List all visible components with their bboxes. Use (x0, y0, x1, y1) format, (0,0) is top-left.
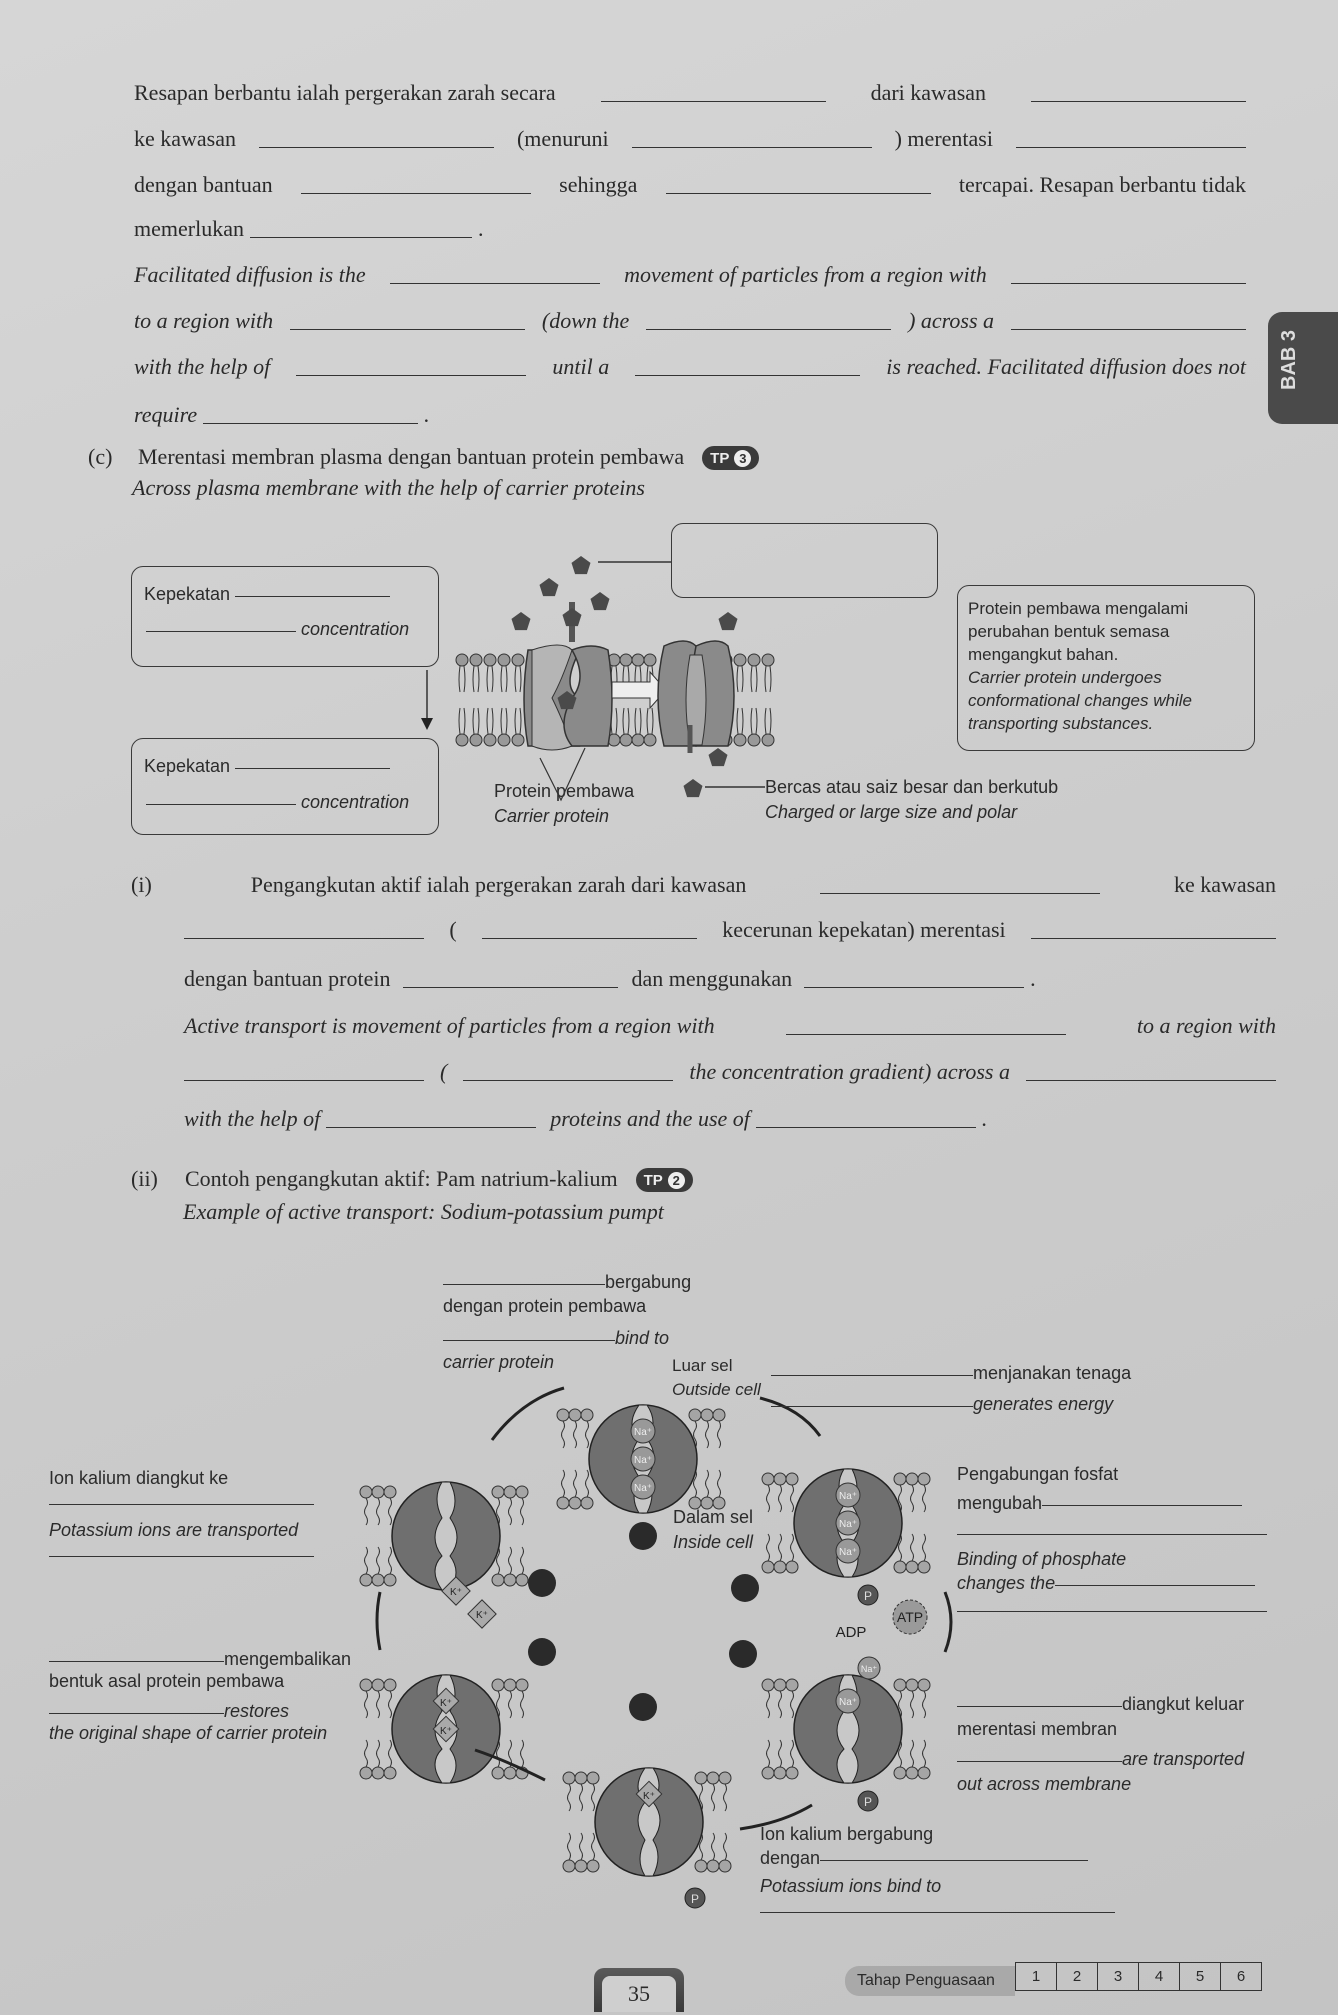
phospholipid-head (484, 654, 496, 666)
phospholipid-tail (751, 708, 757, 734)
phospholipid-head (894, 1679, 906, 1691)
phospholipid-head (734, 654, 746, 666)
text: require (134, 402, 198, 427)
at-en-line-1 (184, 1013, 1276, 1039)
phospholipid-tail (765, 708, 771, 734)
page-number-badge (594, 1968, 684, 2012)
phospholipid-tail (377, 1740, 380, 1767)
phospholipid-head (719, 1772, 731, 1784)
phospholipid-tail (751, 666, 757, 692)
solute-particle (572, 556, 591, 574)
ion-label: Na⁺ (838, 1519, 858, 1530)
phospholipid-tail (509, 1691, 512, 1718)
phospholipid-head (762, 1767, 774, 1779)
phospholipid-tail (767, 1534, 770, 1561)
label-energy: menjanakan tenaga generates energy (771, 1358, 1131, 1420)
mastery-level-2: 2 (1057, 1963, 1098, 1990)
phospholipid-tail (712, 1833, 715, 1860)
text: Facilitated diffusion is the (134, 262, 366, 287)
phospholipid-head (786, 1767, 798, 1779)
ion-label: Na⁺ (860, 1664, 878, 1674)
phospholipid-head (762, 1561, 774, 1573)
phospholipid-tail (911, 1534, 914, 1561)
phospholipid-tail (568, 1833, 571, 1860)
phospholipid-tail (791, 1740, 794, 1767)
phospholipid-head (569, 1497, 581, 1509)
phospholipid-head (620, 734, 632, 746)
phospholipid-head (384, 1679, 396, 1691)
section-c-subtitle: Across plasma membrane with the help of carrier proteins (132, 475, 645, 500)
phospholipid-tail (574, 1470, 577, 1497)
text: movement of particles from a region with (624, 262, 987, 287)
answer-blank (463, 1079, 673, 1081)
phospholipid-head (689, 1409, 701, 1421)
phospholipid-head (360, 1767, 372, 1779)
solute-particle (540, 578, 559, 596)
phospholipid-head (575, 1772, 587, 1784)
phospholipid-head (498, 654, 510, 666)
section-label: (c) (88, 444, 113, 469)
phospholipid-head (701, 1409, 713, 1421)
phospholipid-tail (473, 666, 479, 692)
phospholipid-head (456, 654, 468, 666)
phospholipid-tail (779, 1534, 782, 1561)
phospholipid-head (512, 734, 524, 746)
phospholipid-tail (791, 1534, 794, 1561)
section-ii-heading (131, 1166, 693, 1192)
phospholipid-head (786, 1679, 798, 1691)
text: (down the (541, 308, 630, 333)
phospholipid-head (492, 1574, 504, 1586)
ion-dot (629, 1693, 657, 1721)
text: ) across a (908, 308, 995, 333)
text: the concentration gradient) across a (689, 1059, 1010, 1084)
phospholipid-head (484, 734, 496, 746)
phospholipid-tail (365, 1547, 368, 1574)
answer-blank (1026, 1079, 1276, 1081)
phospholipid-tail (568, 1784, 571, 1811)
text: with the help of (184, 1106, 321, 1131)
phospholipid-head (906, 1679, 918, 1691)
page-number: 35 (602, 1976, 676, 2012)
phospholipid-tail (718, 1470, 721, 1497)
phospholipid-tail (779, 1691, 782, 1718)
phospholipid-head (906, 1473, 918, 1485)
phospholipid-head (774, 1473, 786, 1485)
label-concentration-low: concentration (146, 792, 409, 813)
text: Pengangkutan aktif ialah pergerakan zarah dari kawasan (250, 872, 747, 897)
phospholipid-tail (923, 1740, 926, 1767)
phospholipid-head (707, 1772, 719, 1784)
cycle-arrow (945, 1592, 951, 1652)
answer-blank (403, 986, 618, 988)
phospholipid-tail (473, 708, 479, 734)
phospholipid-tail (377, 1547, 380, 1574)
mastery-level-3: 3 (1098, 1963, 1139, 1990)
ion-label: K⁺ (643, 1791, 655, 1802)
phospholipid-head (762, 654, 774, 666)
answer-blank (820, 892, 1100, 894)
phospholipid-tail (562, 1470, 565, 1497)
phospholipid-head (563, 1860, 575, 1872)
ion-label: Na⁺ (633, 1427, 653, 1438)
phospholipid-head (563, 1772, 575, 1784)
phospholipid-head (762, 734, 774, 746)
mastery-levels (1015, 1962, 1262, 1991)
phospholipid-tail (389, 1691, 392, 1718)
phospholipid-head (774, 1561, 786, 1573)
phospholipid-tail (791, 1485, 794, 1512)
text: dan menggunakan (631, 966, 793, 991)
phospholipid-head (620, 654, 632, 666)
phospholipid-head (786, 1561, 798, 1573)
phospholipid-head (762, 1679, 774, 1691)
phospholipid-head (492, 1767, 504, 1779)
phospholipid-head (575, 1860, 587, 1872)
text: dengan bantuan protein (184, 966, 391, 991)
phospholipid-tail (501, 708, 507, 734)
label-outside-cell: Luar sel Outside cell (672, 1356, 761, 1399)
phospholipid-head (748, 654, 760, 666)
text: (menuruni (516, 126, 609, 151)
phospholipid-head (762, 1473, 774, 1485)
at-bm-line-1 (131, 872, 1276, 898)
phospholipid-head (372, 1767, 384, 1779)
text: is reached. Facilitated diffusion does not (886, 354, 1246, 379)
section-ii-subtitle: Example of active transport: Sodium-potassium pumpt (183, 1199, 664, 1224)
phospholipid-tail (737, 708, 743, 734)
mastery-level-5: 5 (1180, 1963, 1221, 1990)
phospholipid-head (504, 1679, 516, 1691)
phospholipid-head (516, 1486, 528, 1498)
ion-dot (629, 1522, 657, 1550)
ion-label: Na⁺ (633, 1483, 653, 1494)
phospholipid-head (918, 1473, 930, 1485)
phospholipid-head (512, 654, 524, 666)
phospholipid-tail (779, 1485, 782, 1512)
label-bind-bm: bergabung dengan protein pembawa (443, 1272, 692, 1316)
section-label: (ii) (131, 1166, 158, 1191)
phospholipid-head (918, 1767, 930, 1779)
phospholipid-tail (487, 708, 493, 734)
section-title: Merentasi membran plasma dengan bantuan protein pembawa (138, 444, 685, 469)
phosphate-label: P (863, 1589, 873, 1603)
phospholipid-head (504, 1767, 516, 1779)
phospholipid-tail (706, 1421, 709, 1448)
phospholipid-tail (923, 1691, 926, 1718)
text: . (424, 402, 430, 427)
phospholipid-tail (377, 1498, 380, 1525)
ion-dot (729, 1640, 757, 1668)
label-restore: mengembalikan bentuk asal protein pembawa restores the original shape of carrier protein (49, 1649, 352, 1743)
mastery-level-6: 6 (1236, 1968, 1246, 1985)
phospholipid-head (557, 1497, 569, 1509)
ion-label: K⁺ (450, 1587, 462, 1598)
phospholipid-head (516, 1574, 528, 1586)
phospholipid-head (372, 1486, 384, 1498)
section-title: Contoh pengangkutan aktif: Pam natrium-kalium (185, 1166, 618, 1191)
cycle-arrow (492, 1388, 564, 1440)
phospholipid-head (644, 734, 656, 746)
phospholipid-tail (647, 708, 653, 734)
answer-blank (482, 937, 697, 939)
text: proteins and the use of (550, 1106, 750, 1131)
phospholipid-tail (623, 708, 629, 734)
answer-blank (1031, 937, 1276, 939)
cycle-arrow (377, 1592, 380, 1650)
text: kecerunan kepekatan) merentasi (722, 917, 1006, 942)
at-bm-line-3 (184, 966, 1036, 992)
ion-label: Na⁺ (838, 1491, 858, 1502)
phospholipid-tail (389, 1740, 392, 1767)
label-kepekatan-high: Kepekatan (144, 584, 390, 605)
phospholipid-tail (521, 1547, 524, 1574)
phospholipid-tail (724, 1784, 727, 1811)
phospholipid-tail (706, 1470, 709, 1497)
phospholipid-head (504, 1486, 516, 1498)
carrier-protein-label: Protein pembawa Carrier protein (494, 781, 635, 826)
text: to a region with (134, 308, 274, 333)
phospholipid-head (470, 654, 482, 666)
phospholipid-tail (509, 1498, 512, 1525)
text: to a region with (1136, 1013, 1276, 1038)
phospholipid-head (492, 1486, 504, 1498)
section-label: (i) (131, 872, 152, 897)
phospholipid-head (587, 1772, 599, 1784)
phospholipid-head (894, 1473, 906, 1485)
phospholipid-tail (592, 1784, 595, 1811)
phospholipid-head (644, 654, 656, 666)
label-transported-out: diangkut keluar merentasi membran are transported out across membrane (957, 1694, 1245, 1794)
at-en-line-2 (184, 1059, 1276, 1085)
phospholipid-tail (521, 1740, 524, 1767)
phospholipid-head (470, 734, 482, 746)
at-en-line-3 (184, 1106, 987, 1132)
solute-particle (512, 612, 531, 630)
text: Resapan berbantu ialah pergerakan zarah secara (134, 80, 556, 105)
phospholipid-tail (737, 666, 743, 692)
phospholipid-head (632, 734, 644, 746)
phospholipid-head (918, 1561, 930, 1573)
phospholipid-tail (574, 1421, 577, 1448)
solute-particle (591, 592, 610, 610)
phospholipid-head (492, 1679, 504, 1691)
phospholipid-head (719, 1860, 731, 1872)
answer-blank (184, 1079, 424, 1081)
text: dari kawasan (870, 80, 987, 105)
phospholipid-tail (911, 1740, 914, 1767)
phospholipid-head (581, 1409, 593, 1421)
atp-label: ATP (896, 1609, 924, 1625)
phospholipid-tail (521, 1498, 524, 1525)
phospholipid-head (894, 1561, 906, 1573)
mastery-level-1: 1 (1016, 1963, 1057, 1990)
phospholipid-tail (791, 1691, 794, 1718)
text: ke kawasan (1173, 872, 1276, 897)
solute-particle (719, 612, 738, 630)
phosphate-label: P (690, 1892, 700, 1906)
phospholipid-head (695, 1772, 707, 1784)
label-potassium-transported: Ion kalium diangkut ke Potassium ions are transported (49, 1466, 314, 1566)
text: dengan bantuan (134, 172, 273, 197)
text: ( (449, 917, 457, 942)
phospholipid-tail (365, 1498, 368, 1525)
phospholipid-head (372, 1574, 384, 1586)
particle-label: Bercas atau saiz besar dan berkutub Charged or large size and polar (765, 777, 1059, 822)
label-potassium-bind: Ion kalium bergabung dengan Potassium ions bind to (760, 1822, 1115, 1922)
phosphate-label: P (863, 1795, 873, 1809)
phospholipid-head (384, 1574, 396, 1586)
phospholipid-tail (459, 708, 465, 734)
phospholipid-head (581, 1497, 593, 1509)
phospholipid-tail (365, 1691, 368, 1718)
phospholipid-tail (586, 1421, 589, 1448)
text: sehingga (559, 172, 638, 197)
label-inside-cell: Dalam sel Inside cell (673, 1507, 754, 1552)
phospholipid-head (774, 1679, 786, 1691)
solute-particle (709, 748, 728, 766)
phospholipid-tail (509, 1547, 512, 1574)
phospholipid-head (713, 1409, 725, 1421)
phospholipid-tail (389, 1498, 392, 1525)
phospholipid-head (748, 734, 760, 746)
phospholipid-head (557, 1409, 569, 1421)
answer-blank (804, 986, 1024, 988)
phospholipid-tail (515, 708, 521, 734)
text: ke kawasan (134, 126, 237, 151)
phospholipid-head (894, 1767, 906, 1779)
solute-particle (563, 608, 582, 626)
phospholipid-tail (592, 1833, 595, 1860)
ion-label: K⁺ (476, 1610, 488, 1621)
adp-label: ADP (835, 1624, 867, 1641)
phospholipid-tail (521, 1691, 524, 1718)
ion-label: Na⁺ (838, 1547, 858, 1558)
label-bind-en: bind to carrier protein (443, 1328, 670, 1372)
phospholipid-tail (765, 666, 771, 692)
at-bm-line-2 (184, 917, 1276, 943)
phospholipid-head (384, 1486, 396, 1498)
answer-blank (786, 1033, 1066, 1035)
text: ( (440, 1059, 448, 1084)
phospholipid-head (906, 1767, 918, 1779)
phospholipid-head (918, 1679, 930, 1691)
phospholipid-tail (487, 666, 493, 692)
phospholipid-head (774, 1767, 786, 1779)
phospholipid-head (734, 734, 746, 746)
label-concentration-high: concentration (146, 619, 409, 640)
phospholipid-head (456, 734, 468, 746)
phospholipid-tail (635, 708, 641, 734)
phospholipid-tail (911, 1691, 914, 1718)
mastery-label: Tahap Penguasaan (845, 1966, 1015, 1996)
ion-dot (528, 1569, 556, 1597)
pump-channel (435, 1482, 457, 1590)
phospholipid-head (632, 654, 644, 666)
phospholipid-tail (459, 666, 465, 692)
phospholipid-tail (580, 1833, 583, 1860)
ion-label: Na⁺ (633, 1455, 653, 1466)
phospholipid-tail (389, 1547, 392, 1574)
phospholipid-tail (718, 1421, 721, 1448)
label-kepekatan-low: Kepekatan (144, 756, 390, 777)
chapter-tab-label: BAB 3 (1278, 329, 1300, 390)
ion-dot (528, 1638, 556, 1666)
phospholipid-head (360, 1486, 372, 1498)
mastery-level-4: 4 (1139, 1963, 1180, 1990)
phospholipid-tail (501, 666, 507, 692)
phospholipid-tail (365, 1740, 368, 1767)
phospholipid-tail (562, 1421, 565, 1448)
phospholipid-head (587, 1860, 599, 1872)
text: with the help of (134, 354, 271, 379)
text: . (981, 1106, 988, 1131)
text: tercapai. Resapan berbantu tidak (958, 172, 1246, 197)
label-phosphate: Pengabungan fosfat mengubah Binding of phosphate changes the (957, 1460, 1267, 1624)
answer-blank (326, 1126, 536, 1128)
answer-blank (184, 937, 424, 939)
phospholipid-tail (911, 1485, 914, 1512)
phospholipid-tail (779, 1740, 782, 1767)
phospholipid-tail (377, 1691, 380, 1718)
phospholipid-tail (515, 666, 521, 692)
phospholipid-head (906, 1561, 918, 1573)
phospholipid-head (372, 1679, 384, 1691)
phospholipid-tail (767, 1485, 770, 1512)
tp-badge: TP 3 (702, 446, 759, 470)
phospholipid-head (695, 1860, 707, 1872)
phospholipid-tail (712, 1784, 715, 1811)
text: . (477, 216, 484, 241)
phospholipid-tail (767, 1691, 770, 1718)
text: ) merentasi (894, 126, 993, 151)
text: . (1030, 966, 1036, 991)
phospholipid-tail (724, 1833, 727, 1860)
ion-label: K⁺ (440, 1698, 452, 1709)
phospholipid-head (786, 1473, 798, 1485)
phospholipid-head (384, 1767, 396, 1779)
phospholipid-tail (586, 1470, 589, 1497)
answer-blank (756, 1126, 976, 1128)
note-bm: Protein pembawa mengalami perubahan bentuk semasa mengangkut bahan. Carrier protein undergoes conformational changes while transporting substances. (968, 599, 1192, 733)
phospholipid-tail (580, 1784, 583, 1811)
phospholipid-head (516, 1679, 528, 1691)
text: Active transport is movement of particles from a region with (184, 1013, 715, 1038)
phospholipid-head (569, 1409, 581, 1421)
arrow-head (421, 718, 433, 730)
phospholipid-tail (923, 1534, 926, 1561)
phospholipid-head (360, 1574, 372, 1586)
phospholipid-head (707, 1860, 719, 1872)
tp-badge: TP 2 (636, 1168, 693, 1192)
text: until a (552, 354, 610, 379)
label-pointer (540, 748, 585, 800)
phospholipid-head (504, 1574, 516, 1586)
ion-label: Na⁺ (838, 1697, 858, 1708)
ion-dot (731, 1574, 759, 1602)
phospholipid-head (498, 734, 510, 746)
ion-label: K⁺ (440, 1726, 452, 1737)
phospholipid-tail (923, 1485, 926, 1512)
solute-particle (684, 779, 703, 797)
text: memerlukan (134, 216, 244, 241)
phospholipid-head (360, 1679, 372, 1691)
phospholipid-tail (767, 1740, 770, 1767)
